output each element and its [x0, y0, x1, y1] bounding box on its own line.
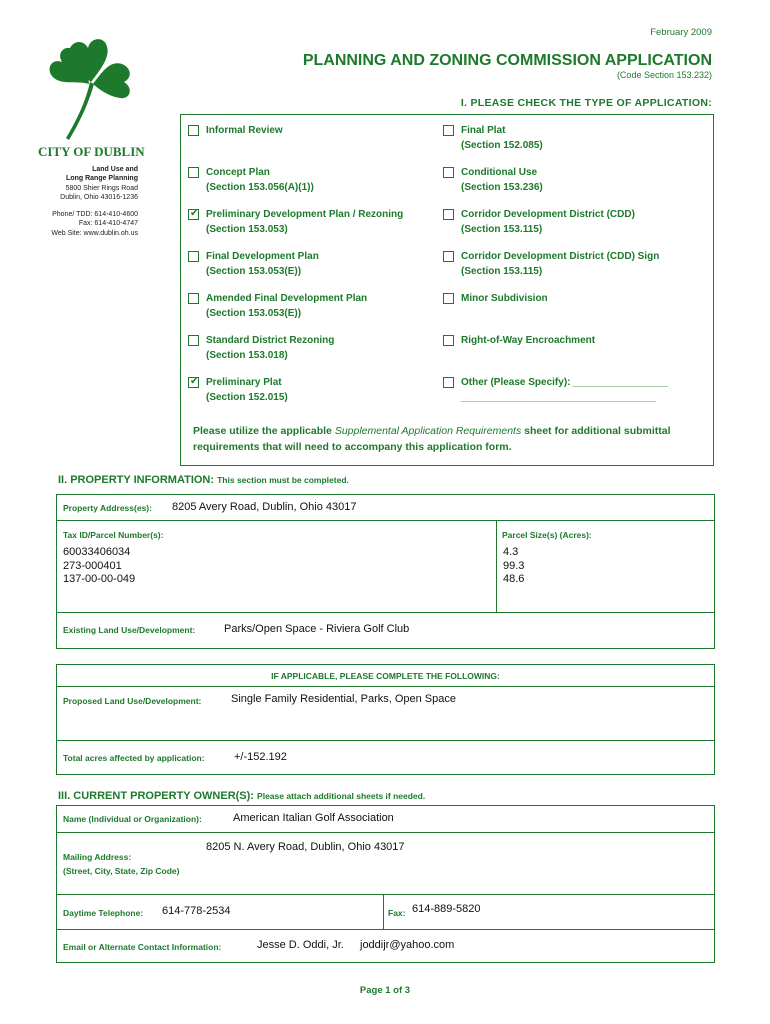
application-type-option — [461, 334, 595, 349]
application-type-checkbox[interactable] — [188, 251, 199, 262]
application-type-option — [461, 376, 668, 405]
application-type-checkbox[interactable] — [443, 335, 454, 346]
contact-email-field[interactable]: joddijr@yahoo.com — [360, 939, 455, 951]
note-text: Please utilize the applicable — [193, 425, 335, 437]
dept-line: Land Use and — [92, 166, 138, 173]
parcel-number: 137-00-00-049 — [63, 573, 136, 585]
section3-heading — [58, 790, 425, 802]
application-type-option — [206, 250, 319, 279]
option-code-section: (Section 152.085) — [461, 139, 543, 151]
option-code-section: (Section 153.053(E)) — [206, 265, 302, 277]
fax-label: Fax: — [388, 908, 406, 918]
option-code-section: (Section 152.015) — [206, 391, 288, 403]
application-type-checkbox[interactable] — [443, 167, 454, 178]
email-label: Email or Alternate Contact Information: — [63, 942, 222, 952]
note-text: sheet for additional submittal requirements that will need to accompany this application form. — [193, 425, 671, 453]
fax-line: Fax: 614-410-4747 — [78, 220, 138, 228]
section2-title: II. PROPERTY INFORMATION: — [58, 474, 215, 486]
note-italic: Supplemental Application Requirements — [334, 425, 522, 437]
shamrock-logo-icon — [36, 30, 146, 142]
owner-name-label: Name (Individual or Organization): — [63, 814, 202, 824]
total-acres-field[interactable]: +/-152.192 — [234, 751, 287, 763]
section1-heading: I. PLEASE CHECK THE TYPE OF APPLICATION: — [460, 97, 712, 109]
page-number: Page 1 of 3 — [359, 985, 411, 996]
option-code-section: (Section 153.053) — [206, 223, 288, 235]
parcel-size: 48.6 — [503, 573, 525, 585]
checkmark-icon: ✔ — [190, 208, 199, 219]
code-section: (Code Section 153.232) — [616, 70, 712, 80]
application-type-option — [461, 124, 543, 153]
option-label: Other (Please Specify): _________________ — [461, 377, 668, 388]
application-type-checkbox[interactable] — [188, 167, 199, 178]
parcel-size: 99.3 — [503, 559, 525, 572]
application-type-checkbox[interactable] — [188, 209, 199, 220]
option-label: Corridor Development District (CDD) — [461, 209, 635, 220]
section3-title: III. CURRENT PROPERTY OWNER(S): — [58, 790, 254, 802]
existing-use-label: Existing Land Use/Development: — [63, 625, 196, 635]
checkmark-icon: ✔ — [190, 376, 199, 387]
application-type-option — [206, 292, 367, 321]
proposed-use-field[interactable]: Single Family Residential, Parks, Open Space — [231, 693, 456, 705]
application-type-checkbox[interactable] — [188, 377, 199, 388]
mailing-address-sublabel: (Street, City, State, Zip Code) — [63, 866, 180, 876]
option-label: Preliminary Plat — [206, 377, 282, 388]
address-field[interactable]: 8205 Avery Road, Dublin, Ohio 43017 — [172, 501, 357, 513]
option-code-section: (Section 153.056(A)(1)) — [206, 181, 314, 193]
application-type-checkbox[interactable] — [443, 125, 454, 136]
option-label: Minor Subdivision — [461, 293, 548, 304]
fax-field[interactable]: 614-889-5820 — [412, 903, 481, 915]
total-acres-label: Total acres affected by application: — [63, 753, 205, 763]
phone-field[interactable]: 614-778-2534 — [162, 905, 231, 917]
option-label: Conditional Use — [461, 167, 538, 178]
option-code-section: (Section 153.236) — [461, 181, 543, 193]
contact-name-field[interactable]: Jesse D. Oddi, Jr. — [257, 939, 344, 951]
section2-subtitle: This section must be completed. — [217, 475, 349, 485]
application-type-checkbox[interactable] — [188, 293, 199, 304]
option-label: Corridor Development District (CDD) Sign — [461, 251, 660, 262]
application-type-option — [206, 376, 288, 405]
dept-line: Long Range Planning — [66, 175, 138, 183]
address-line: Dublin, Ohio 43016-1236 — [60, 193, 138, 201]
mailing-address-field[interactable]: 8205 N. Avery Road, Dublin, Ohio 43017 — [206, 841, 405, 853]
form-title: PLANNING AND ZONING COMMISSION APPLICATION — [302, 52, 712, 69]
owner-name-field[interactable]: American Italian Golf Association — [233, 812, 394, 824]
parcel-field[interactable] — [63, 546, 135, 587]
option-label: Concept Plan — [206, 167, 270, 178]
application-type-option — [461, 166, 543, 195]
application-type-option — [206, 208, 403, 237]
application-type-option — [461, 208, 635, 237]
section2-heading — [58, 474, 349, 486]
option-label: Amended Final Development Plan — [206, 293, 368, 304]
parcel-size-field[interactable] — [503, 546, 524, 587]
application-type-checkbox[interactable] — [443, 377, 454, 388]
existing-use-field[interactable]: Parks/Open Space - Riviera Golf Club — [224, 623, 410, 635]
application-type-option — [461, 250, 659, 279]
parcel-size-label: Parcel Size(s) (Acres): — [502, 530, 592, 540]
option-label: Preliminary Development Plan / Rezoning — [206, 209, 404, 220]
option-label: Right-of-Way Encroachment — [461, 335, 596, 346]
parcel-number: 273-000401 — [63, 559, 122, 572]
application-type-checkbox[interactable] — [188, 125, 199, 136]
application-type-option — [206, 334, 334, 363]
form-date: February 2009 — [650, 27, 712, 38]
parcel-size: 4.3 — [503, 546, 519, 558]
section3-subtitle: Please attach additional sheets if needed. — [257, 791, 426, 801]
option-label: Final Development Plan — [206, 251, 319, 262]
application-type-option — [206, 166, 314, 195]
option-label: Final Plat — [461, 125, 506, 136]
supplemental-note — [193, 424, 708, 455]
web-line: Web Site: www.dublin.oh.us — [51, 229, 138, 237]
application-type-checkbox[interactable] — [443, 293, 454, 304]
department-info — [40, 165, 138, 238]
application-type-checkbox[interactable] — [188, 335, 199, 346]
parcel-label: Tax ID/Parcel Number(s): — [63, 530, 164, 540]
address-label: Property Address(es): — [63, 503, 152, 513]
option-label: Standard District Rezoning — [206, 335, 335, 346]
mailing-address-label: Mailing Address: — [63, 852, 132, 862]
option-code-section: (Section 153.053(E)) — [206, 307, 302, 319]
application-type-checkbox[interactable] — [443, 209, 454, 220]
phone-line: Phone/ TDD: 614-410-4600 — [52, 211, 138, 219]
city-logo-text: CITY OF DUBLIN — [38, 144, 145, 159]
address-line: 5800 Shier Rings Road — [65, 184, 138, 192]
application-type-option — [461, 292, 548, 307]
option-code-section: (Section 153.018) — [206, 349, 288, 361]
application-type-option — [206, 124, 283, 139]
option-code-section: (Section 153.115) — [461, 223, 543, 235]
application-type-checkbox[interactable] — [443, 251, 454, 262]
phone-label: Daytime Telephone: — [63, 908, 144, 918]
proposed-use-label: Proposed Land Use/Development: — [63, 696, 202, 706]
option-code-section: ___________________________________ — [461, 391, 656, 403]
option-label: Informal Review — [206, 125, 283, 136]
if-applicable-heading: IF APPLICABLE, PLEASE COMPLETE THE FOLLOWING: — [271, 671, 500, 681]
option-code-section: (Section 153.115) — [461, 265, 543, 277]
parcel-number: 60033406034 — [63, 546, 131, 558]
